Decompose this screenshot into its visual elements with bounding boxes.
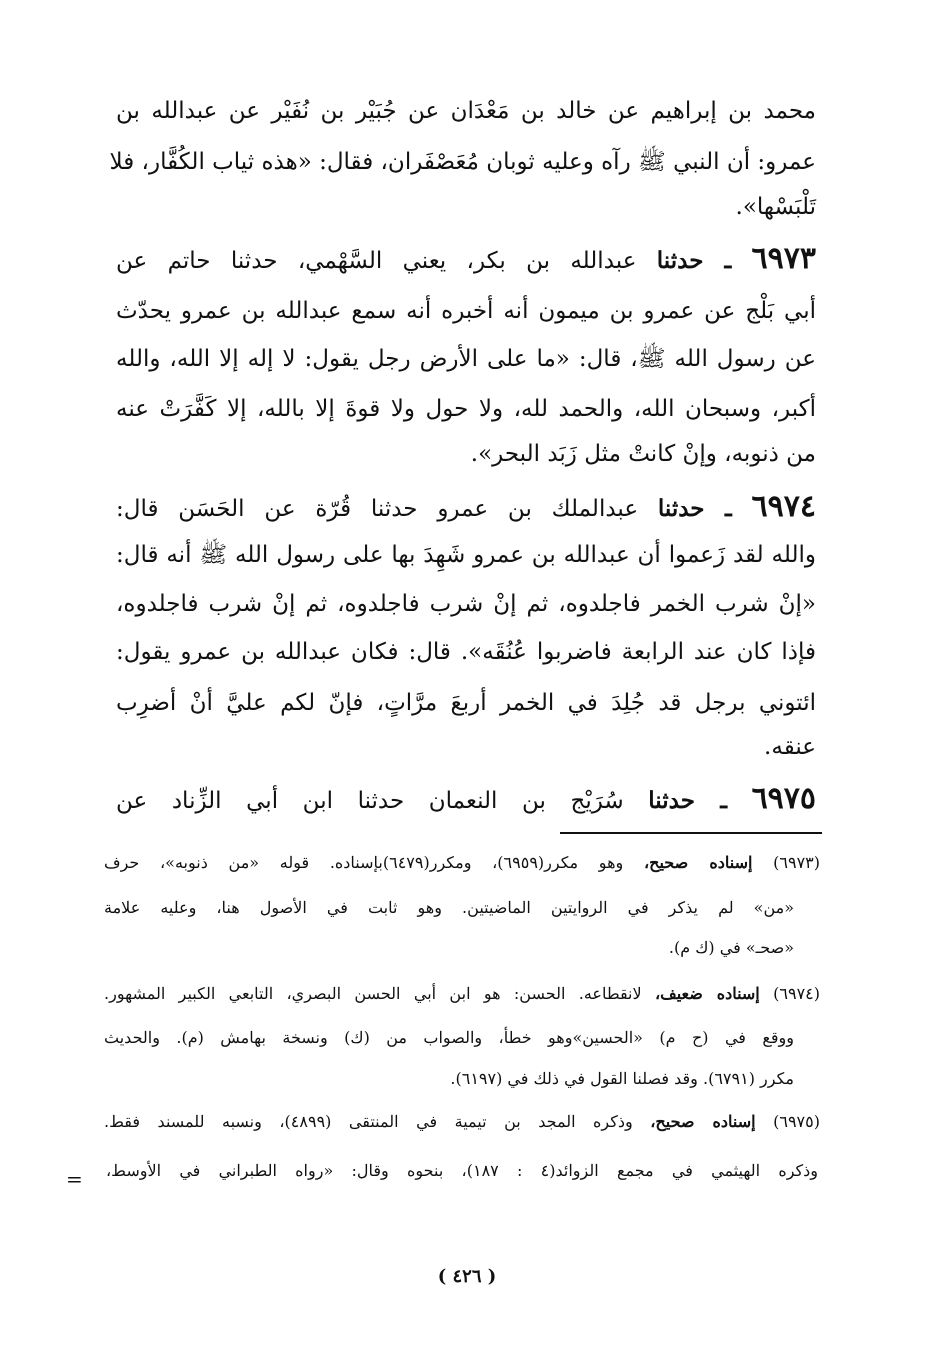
footnote-line: «من» لم يذكر في الروايتين الماضيتين. وهو ثابت في الأصول هنا، وعليه علامة bbox=[104, 898, 794, 917]
footnote-ref: (٦٩٧٤) bbox=[773, 984, 820, 1003]
footnote-line: «صحـ» في (ك م). bbox=[668, 938, 794, 957]
hadith-6974-first-line bbox=[116, 489, 816, 524]
footnote-6973-first-line bbox=[104, 852, 820, 874]
text-line: محمد بن إبراهيم عن خالد بن مَعْدَان عن جُبَيْر بن نُفَيْر عن عبدالله بن bbox=[116, 98, 816, 124]
footnote-6975-first-line bbox=[104, 1111, 820, 1133]
footnote-text: وهو مكرر(٦٩٥٩)، ومكرر(٦٤٧٩)بإسناده. قوله «من ذنوبه»، حرف bbox=[104, 853, 624, 872]
hadith-lead: ـ حدثنا bbox=[657, 495, 732, 522]
text-line: ائتوني برجل قد جُلِدَ في الخمر أربعَ مرَّاتٍ، فإنّ لكم عليَّ أنْ أضرِب bbox=[116, 690, 816, 716]
footnote-ref: (٦٩٧٥) bbox=[773, 1112, 820, 1131]
hadith-number: ٦٩٧٥ bbox=[751, 781, 817, 816]
text-line: من ذنوبه، وإنْ كانتْ مثل زَبَد البحر». bbox=[470, 441, 816, 467]
text-line: والله لقد زَعموا أن عبدالله بن عمرو شَهِدَ بها على رسول الله ﷺ أنه قال: bbox=[116, 542, 816, 568]
footnote-grade: إسناده ضعيف، bbox=[655, 984, 760, 1003]
hadith-lead: ـ حدثنا bbox=[656, 247, 732, 274]
text-line: أبي بَلْج عن عمرو بن ميمون أنه أخبره أنه سمع عبدالله بن عمرو يحدّث bbox=[116, 298, 816, 324]
footnote-6974-first-line bbox=[104, 983, 820, 1005]
footnote-line: وذكره الهيثمي في مجمع الزوائد(٤ : ١٨٧)، بنحوه وقال: «رواه الطبراني في الأوسط، bbox=[106, 1161, 819, 1180]
text-line: «إنْ شرب الخمر فاجلدوه، ثم إنْ شرب فاجلدوه، ثم إنْ شرب فاجلدوه، bbox=[116, 591, 816, 617]
text-line: عبدالله بن بكر، يعني السَّهْمي، حدثنا حاتم عن bbox=[116, 248, 637, 274]
text-line: تَلْبَسْها». bbox=[735, 194, 816, 220]
footnote-grade: إسناده صحيح، bbox=[650, 1112, 756, 1131]
footnote-line: ووقع في (ح م) «الحسين»وهو خطأ، والصواب من (ك) ونسخة بهامش (م). والحديث bbox=[104, 1028, 794, 1047]
footnote-grade: إسناده صحيح، bbox=[643, 853, 753, 872]
footnote-text: لانقطاعه. الحسن: هو ابن أبي الحسن البصري، التابعي الكبير المشهور. bbox=[104, 984, 642, 1003]
text-line: عنقه. bbox=[764, 734, 816, 760]
continuation-mark: = bbox=[66, 1167, 83, 1191]
hadith-6975-first-line bbox=[116, 781, 817, 816]
footnote-ref: (٦٩٧٣) bbox=[773, 853, 821, 872]
text-line: فإذا كان عند الرابعة فاضربوا عُنُقَه». قال: فكان عبدالله بن عمرو يقول: bbox=[116, 639, 816, 665]
hadith-number: ٦٩٧٣ bbox=[751, 241, 816, 276]
hadith-lead: ـ حدثنا bbox=[648, 787, 727, 814]
text-line: أكبر، وسبحان الله، والحمد لله، ولا حول ولا قوةَ إلا بالله، إلا كَفَّرَتْ عنه bbox=[116, 396, 816, 422]
page-number: ( ٤٢٦ ) bbox=[437, 1266, 497, 1287]
text-line: سُرَيْج بن النعمان حدثنا ابن أبي الزِّناد عن bbox=[116, 788, 624, 814]
footnote-text: وذكره المجد بن تيمية في المنتقى (٤٨٩٩)، ونسبه للمسند فقط. bbox=[104, 1112, 633, 1131]
hadith-number: ٦٩٧٤ bbox=[751, 489, 816, 524]
text-line: عبدالملك بن عمرو حدثنا قُرّة عن الحَسَن قال: bbox=[116, 496, 639, 522]
text-line: عمرو: أن النبي ﷺ رآه وعليه ثوبان مُعَصْفَران، فقال: «هذه ثياب الكُفَّار، فلا bbox=[109, 149, 816, 175]
footnote-line: مكرر (٦٧٩١). وقد فصلنا القول في ذلك في (٦١٩٧). bbox=[450, 1069, 794, 1088]
text-line: عن رسول الله ﷺ، قال: «ما على الأرض رجل يقول: لا إله إلا الله، والله bbox=[116, 346, 816, 372]
footnote-separator bbox=[560, 832, 822, 834]
hadith-6973-first-line bbox=[116, 241, 816, 276]
